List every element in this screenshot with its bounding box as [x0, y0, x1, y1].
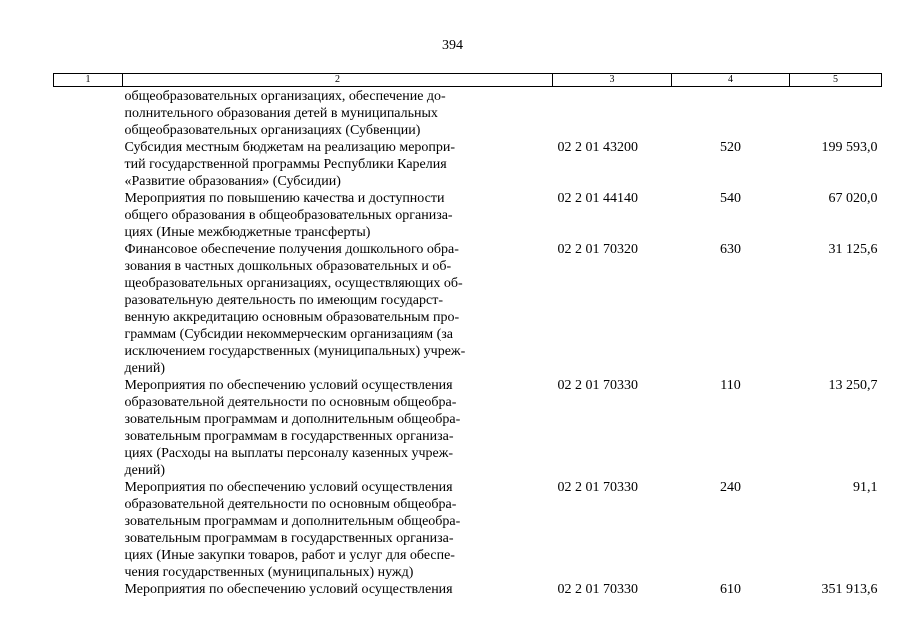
table-row — [54, 479, 882, 581]
row-expense-type — [672, 87, 790, 140]
row-description — [123, 241, 553, 377]
row-number-cell — [54, 241, 123, 377]
row-number-cell — [54, 87, 123, 140]
description-line: граммам (Субсидии некоммерческим организациям (за — [124, 327, 454, 342]
column-number-5: 5 — [790, 74, 882, 87]
table-row — [54, 87, 882, 140]
row-expense-type: 240 — [720, 480, 741, 495]
row-number-cell — [54, 190, 123, 241]
row-description — [123, 139, 553, 190]
description-line: зовательным программам в государственных организа- — [124, 531, 454, 546]
description-line: Субсидия местным бюджетам на реализацию меропри- — [124, 140, 456, 155]
description-line: циях (Иные межбюджетные трансферты) — [124, 225, 371, 240]
row-amount: 67 020,0 — [828, 191, 878, 206]
description-line: щеобразовательных организациях, осуществляющих об- — [124, 276, 463, 291]
description-line: Мероприятия по повышению качества и доступности — [124, 191, 445, 206]
description-line: общеобразовательных организациях, обеспечение до- — [124, 89, 446, 104]
table-row — [54, 139, 882, 190]
row-description — [123, 87, 553, 140]
description-line: зовательным программам и дополнительным общеобра- — [124, 514, 461, 529]
description-line: циях (Иные закупки товаров, работ и услуг для обеспе- — [124, 548, 455, 563]
row-code: 02 2 01 70330 — [557, 582, 638, 597]
column-number-4: 4 — [672, 74, 790, 87]
page-number: 394 — [442, 38, 463, 53]
row-amount: 91,1 — [853, 480, 878, 495]
row-code: 02 2 01 70330 — [557, 480, 638, 495]
description-line: дений) — [124, 361, 165, 376]
budget-table — [53, 73, 882, 598]
description-line: Финансовое обеспечение получения дошкольного обра- — [124, 242, 459, 257]
row-expense-type: 630 — [720, 242, 741, 257]
description-line: «Развитие образования» (Субсидии) — [124, 174, 341, 189]
table-row — [54, 581, 882, 598]
column-number-row — [54, 74, 882, 87]
description-line: полнительного образования детей в муниципальных — [124, 106, 438, 121]
column-number-3: 3 — [553, 74, 672, 87]
description-line: дений) — [124, 463, 165, 478]
table-row — [54, 241, 882, 377]
description-line: образовательной деятельности по основным общеобра- — [124, 497, 457, 512]
row-number-cell — [54, 581, 123, 598]
description-line: общего образования в общеобразовательных организа- — [124, 208, 453, 223]
row-expense-type: 520 — [720, 140, 741, 155]
row-amount: 13 250,7 — [828, 378, 878, 393]
row-number-cell — [54, 139, 123, 190]
description-line: зовательным программам и дополнительным общеобра- — [124, 412, 461, 427]
row-amount: 31 125,6 — [828, 242, 878, 257]
row-description — [123, 190, 553, 241]
description-line: образовательной деятельности по основным общеобра- — [124, 395, 457, 410]
description-line: разовательную деятельность по имеющим государст- — [124, 293, 443, 308]
description-line: чения государственных (муниципальных) нужд) — [124, 565, 414, 580]
row-description — [123, 581, 553, 598]
description-line: зования в частных дошкольных образовательных и об- — [124, 259, 452, 274]
column-number-1: 1 — [54, 74, 123, 87]
row-code: 02 2 01 70320 — [557, 242, 638, 257]
description-line: Мероприятия по обеспечению условий осуществления — [124, 480, 453, 495]
row-code: 02 2 01 44140 — [557, 191, 638, 206]
row-description — [123, 377, 553, 479]
row-amount: 351 913,6 — [821, 582, 878, 597]
row-code — [553, 87, 672, 140]
row-amount: 199 593,0 — [821, 140, 878, 155]
description-line: тий государственной программы Республики Карелия — [124, 157, 447, 172]
description-line: Мероприятия по обеспечению условий осуществления — [124, 378, 453, 393]
row-number-cell — [54, 479, 123, 581]
row-description — [123, 479, 553, 581]
description-line: циях (Расходы на выплаты персоналу казенных учреж- — [124, 446, 454, 461]
table-row — [54, 377, 882, 479]
description-line: венную аккредитацию основным образовательным про- — [124, 310, 460, 325]
row-amount — [790, 87, 882, 140]
row-expense-type: 110 — [720, 378, 741, 393]
column-number-2: 2 — [123, 74, 553, 87]
row-code: 02 2 01 43200 — [557, 140, 638, 155]
description-line: Мероприятия по обеспечению условий осуществления — [124, 582, 453, 597]
row-number-cell — [54, 377, 123, 479]
description-line: зовательным программам в государственных организа- — [124, 429, 454, 444]
table-body — [54, 87, 882, 599]
row-expense-type: 610 — [720, 582, 741, 597]
table-row — [54, 190, 882, 241]
row-code: 02 2 01 70330 — [557, 378, 638, 393]
row-expense-type: 540 — [720, 191, 741, 206]
description-line: общеобразовательных организациях (Субвенции) — [124, 123, 421, 138]
description-line: исключением государственных (муниципальных) учреж- — [124, 344, 466, 359]
